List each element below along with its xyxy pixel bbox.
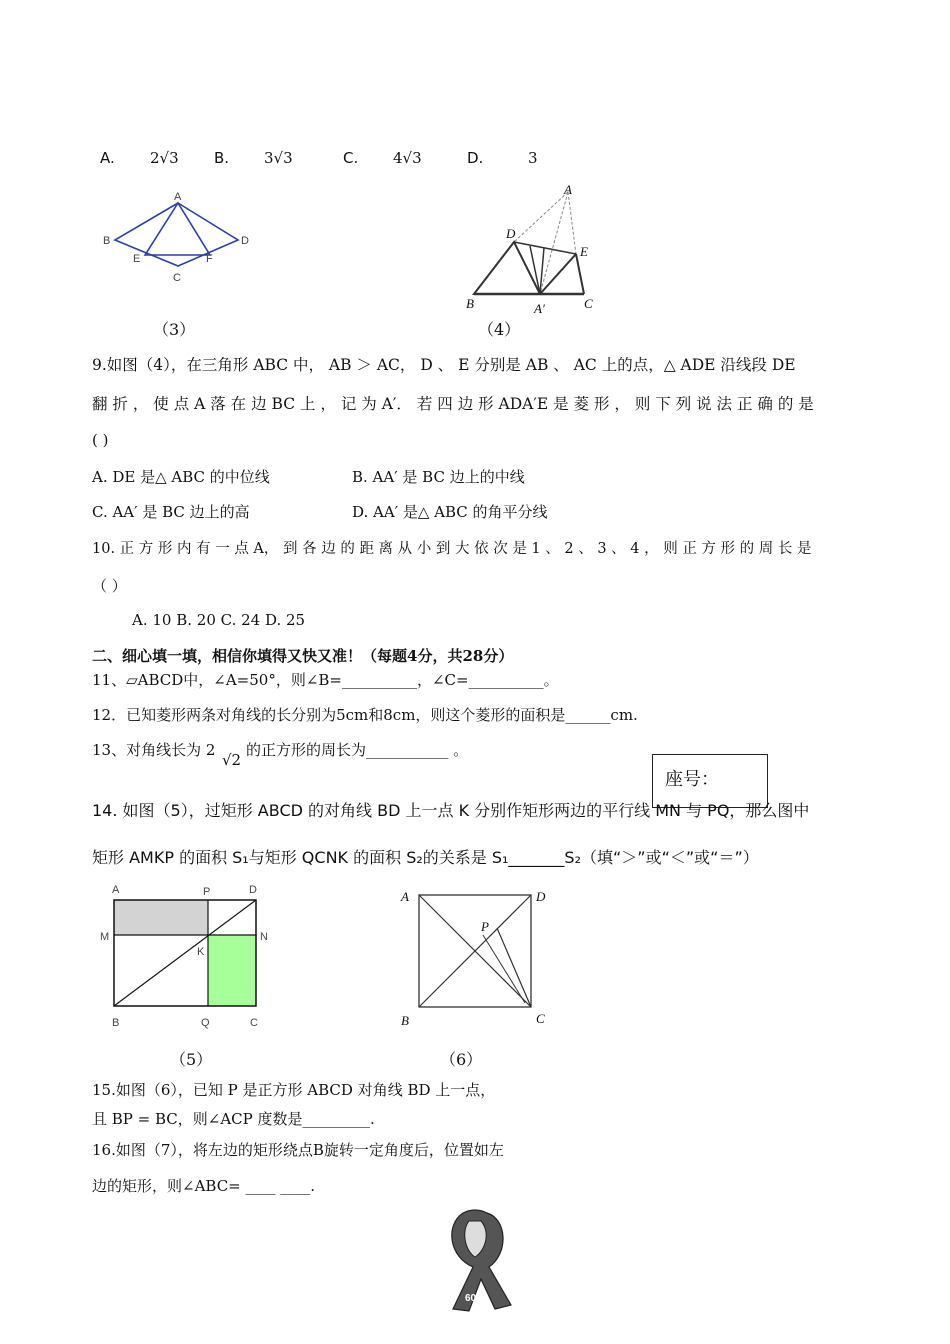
q9-option-a: A. DE 是△ ABC 的中位线 (92, 468, 270, 486)
q9-line-2: 翻 折 ， 使 点 A 落 在 边 BC 上 ， 记 为 A′． 若 四 边 形 ADA′E 是 菱 形 ， 则 下 列 说 法 正 确 的 是 (92, 395, 814, 413)
q15-line-2: 且 BP = BC，则∠ACP 度数是_________. (92, 1110, 375, 1128)
q9-line-1: 9.如图（4），在三角形 ABC 中， AB ＞ AC， D 、 E 分别是 AB 、 AC 上的点，△ ADE 沿线段 DE (92, 356, 796, 374)
fig5-label-m: M (100, 931, 110, 943)
fig6-label-c: C (536, 1011, 545, 1026)
q9-line-3: ( ) (92, 431, 109, 449)
fig6-label-b: B (401, 1013, 409, 1028)
figure-6-square (395, 885, 565, 1035)
q8-option-a-letter: A. (100, 149, 115, 167)
fig6-label-d: D (536, 889, 546, 904)
q14-line-2: 矩形 AMKP 的面积 S₁与矩形 QCNK 的面积 S₂的关系是 S₁_______S₂（填“＞”或“＜”或“＝”） (92, 848, 759, 867)
q8-option-b-letter: B. (214, 149, 230, 167)
figure-3-rhombus (100, 190, 260, 290)
fig5-label-c: C (250, 1017, 258, 1029)
q16-line-2: 边的矩形，则∠ABC= ____ ____. (92, 1177, 316, 1195)
figure-7-rotated-rectangles (425, 1205, 525, 1315)
fig5-label-k: K (197, 946, 205, 958)
q9-option-c: C. AA′ 是 BC 边上的高 (92, 503, 250, 521)
q13-radical: √2 (222, 751, 242, 769)
fig3-label-c: C (173, 272, 181, 284)
figure-4-triangle (460, 180, 610, 320)
figure-5-caption: （5） (170, 1050, 213, 1069)
section-2-heading: 二、细心填一填，相信你填得又快又准！（每题4分，共28分） (92, 647, 514, 665)
fig5-label-q: Q (201, 1017, 210, 1029)
q12: 12．已知菱形两条对角线的长分别为5cm和8cm，则这个菱形的面积是______cm. (92, 706, 638, 724)
q13-post: 的正方形的周长为___________ 。 (246, 741, 469, 759)
fig7-angle-label: 60° (465, 1293, 481, 1304)
q8-option-c-letter: C. (343, 149, 359, 167)
fig4-label-b: B (466, 296, 474, 311)
fig4-label-c: C (584, 296, 593, 311)
q8-option-c-value: 4√3 (393, 149, 422, 167)
q10-line-1: 10. 正 方 形 内 有 一 点 A， 到 各 边 的 距 离 从 小 到 大 依 次 是 1 、 2 、 3 、 4 ， 则 正 方 形 的 周 长 是 (92, 541, 812, 557)
figure-4-caption: （4） (478, 320, 521, 339)
fig4-label-e: E (580, 244, 588, 259)
fig4-label-d: D (506, 226, 516, 241)
fig5-label-p: P (203, 886, 211, 898)
rect-qcnk (208, 935, 256, 1006)
fig4-label-a-prime: A′ (534, 301, 545, 316)
q8-option-d-letter: D. (467, 149, 484, 167)
q9-option-b: B. AA′ 是 BC 边上的中线 (352, 468, 525, 486)
fig3-label-e: E (133, 253, 141, 265)
fig5-label-d: D (249, 884, 257, 896)
rect-amkp (114, 900, 208, 935)
fig4-label-a: A (564, 182, 572, 197)
q9-option-d: D. AA′ 是△ ABC 的角平分线 (352, 503, 548, 521)
fig3-label-b: B (103, 235, 111, 247)
q8-option-d-value: 3 (528, 149, 538, 167)
figure-5-rectangle (100, 880, 280, 1030)
q15-line-1: 15.如图（6），已知 P 是正方形 ABCD 对角线 BD 上一点， (92, 1081, 496, 1099)
q11: 11、▱ABCD中，∠A=50°，则∠B=__________，∠C=__________。 (92, 671, 559, 689)
q16-line-1: 16.如图（7），将左边的矩形绕点B旋转一定角度后，位置如左 (92, 1141, 504, 1159)
figure-6-caption: （6） (440, 1050, 483, 1069)
fig3-label-a: A (174, 191, 182, 203)
q8-option-a-value: 2√3 (150, 149, 179, 167)
fig5-label-n: N (260, 931, 268, 943)
q8-option-b-value: 3√3 (264, 149, 293, 167)
seat-number-label: 座号： (665, 769, 719, 790)
q10-line-2: （ ） (92, 577, 127, 595)
fig3-label-f: F (206, 253, 213, 265)
fig6-label-a: A (401, 889, 409, 904)
fig5-label-a: A (112, 884, 120, 896)
figure-3-caption: （3） (153, 320, 196, 339)
fig3-label-d: D (241, 235, 249, 247)
q13-pre: 13、对角线长为 2 (92, 741, 216, 759)
fig5-label-b: B (112, 1017, 120, 1029)
q10-options: A. 10 B. 20 C. 24 D. 25 (132, 611, 306, 629)
fig6-label-p: P (481, 919, 489, 934)
q14-line-1: 14. 如图（5），过矩形 ABCD 的对角线 BD 上一点 K 分别作矩形两边的平行线 MN 与 PQ，那么图中 (92, 801, 810, 820)
